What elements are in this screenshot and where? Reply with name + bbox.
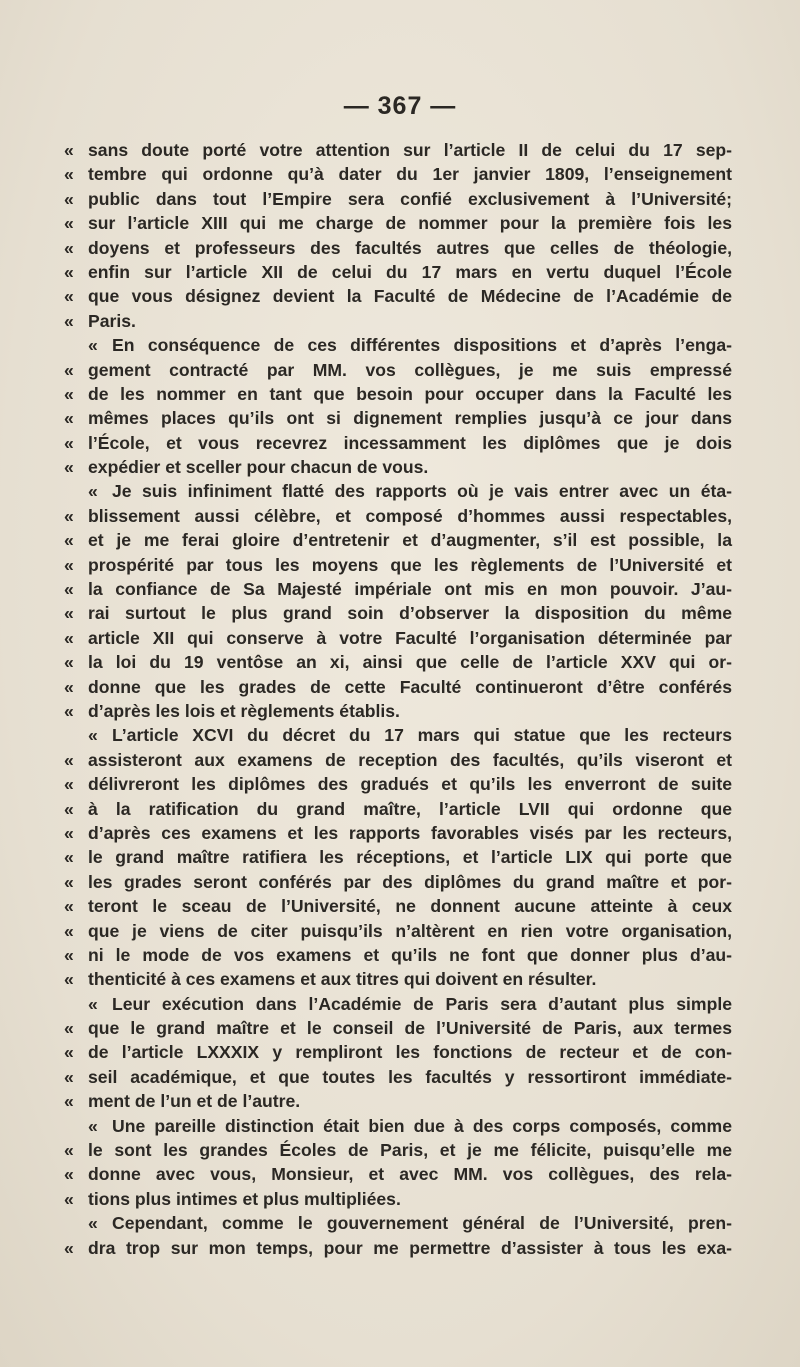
quote-mark: « xyxy=(64,457,74,478)
line-text: de les nommer en tant que besoin pour occuper dans la Faculté les xyxy=(88,383,732,404)
line-text: seil académique, et que toutes les facultés y ressortiront immédiate- xyxy=(88,1066,732,1087)
quote-mark: « xyxy=(64,1066,74,1087)
quote-mark: « xyxy=(64,1018,74,1039)
line-text: de l’article LXXXIX y rempliront les fonctions de recteur et de con- xyxy=(88,1042,732,1063)
line-text: teront le sceau de l’Université, ne donnent aucune atteinte à ceux xyxy=(88,896,732,917)
text-line xyxy=(64,479,732,503)
line-text: ni le mode de vos examens et qu’ils ne font que donner plus d’au- xyxy=(88,944,732,965)
quote-mark: « xyxy=(64,798,74,819)
text-line xyxy=(64,504,732,528)
text-line xyxy=(64,845,732,869)
quote-mark: « xyxy=(64,383,74,404)
text-line xyxy=(64,650,732,674)
quote-mark: « xyxy=(64,1140,74,1161)
line-text: article XII qui conserve à votre Faculté l’organisation déterminée par xyxy=(88,627,732,648)
quote-mark: « xyxy=(64,140,74,160)
text-line xyxy=(64,528,732,552)
quote-mark: « xyxy=(64,554,74,575)
text-line xyxy=(64,187,732,211)
text-line xyxy=(64,1040,732,1064)
line-text: Une pareille distinction était bien due à des corps composés, comme xyxy=(112,1115,732,1136)
text-line xyxy=(64,894,732,918)
quote-mark: « xyxy=(64,164,74,185)
text-line xyxy=(64,748,732,772)
quote-mark: « xyxy=(88,1115,98,1136)
text-line xyxy=(64,626,732,650)
text-line xyxy=(64,455,732,479)
quote-mark: « xyxy=(64,505,74,526)
text-line xyxy=(64,309,732,333)
text-line xyxy=(64,406,732,430)
text-line xyxy=(64,1016,732,1040)
quote-mark: « xyxy=(88,725,98,746)
line-text: prospérité par tous les moyens que les règlements de l’Université et xyxy=(88,554,732,575)
quote-mark: « xyxy=(64,286,74,307)
text-line xyxy=(64,675,732,699)
line-text: et je me ferai gloire d’entretenir et d’augmenter, s’il est possible, la xyxy=(88,530,732,551)
line-text: blissement aussi célèbre, et composé d’hommes aussi respectables, xyxy=(88,505,732,526)
text-line xyxy=(64,1187,732,1211)
line-text: doyens et professeurs des facultés autres que celles de théologie, xyxy=(88,237,732,258)
line-text: d’après les lois et règlements établis. xyxy=(88,700,400,721)
line-text: enfin sur l’article XII de celui du 17 mars en vertu duquel l’École xyxy=(88,261,732,282)
quote-mark: « xyxy=(64,774,74,795)
quote-mark: « xyxy=(64,822,74,843)
text-line xyxy=(64,260,732,284)
text-line xyxy=(64,699,732,723)
quote-mark: « xyxy=(64,1237,74,1258)
quote-mark: « xyxy=(64,237,74,258)
quote-mark: « xyxy=(64,579,74,600)
text-line xyxy=(64,601,732,625)
quote-mark: « xyxy=(64,652,74,673)
quote-mark: « xyxy=(64,676,74,697)
line-text: l’École, et vous recevrez incessamment les diplômes que je dois xyxy=(88,432,732,453)
text-line xyxy=(64,284,732,308)
line-text: Je suis infiniment flatté des rapports où je vais entrer avec un éta- xyxy=(112,481,732,502)
line-text: la loi du 19 ventôse an xi, ainsi que celle de l’article XXV qui or- xyxy=(88,652,732,673)
quote-mark: « xyxy=(64,749,74,770)
quote-mark: « xyxy=(64,310,74,331)
text-line xyxy=(64,577,732,601)
text-line xyxy=(64,772,732,796)
line-text: à la ratification du grand maître, l’article LVII qui ordonne que xyxy=(88,798,732,819)
text-line xyxy=(64,943,732,967)
line-text: L’article XCVI du décret du 17 mars qui statue que les recteurs xyxy=(112,725,732,746)
text-line xyxy=(64,870,732,894)
quote-mark: « xyxy=(64,1188,74,1209)
quote-mark: « xyxy=(64,188,74,209)
quote-mark: « xyxy=(64,1091,74,1112)
quote-mark: « xyxy=(88,1213,98,1234)
text-line xyxy=(64,821,732,845)
text-line xyxy=(64,382,732,406)
line-text: thenticité à ces examens et aux titres qui doivent en résulter. xyxy=(88,969,597,990)
line-text: la confiance de Sa Majesté impériale ont mis en mon pouvoir. J’au- xyxy=(88,579,732,600)
quote-mark: « xyxy=(64,847,74,868)
line-text: Paris. xyxy=(88,310,136,331)
quote-mark: « xyxy=(64,969,74,990)
line-text: mêmes places qu’ils ont si dignement remplies jusqu’à ce jour dans xyxy=(88,408,732,429)
line-text: les grades seront conférés par des diplômes du grand maître et por- xyxy=(88,871,732,892)
text-line xyxy=(64,1065,732,1089)
line-text: tembre qui ordonne qu’à dater du 1er janvier 1809, l’enseignement xyxy=(88,164,732,185)
quote-mark: « xyxy=(64,1042,74,1063)
text-line xyxy=(64,723,732,747)
line-text: donne que les grades de cette Faculté continueront d’être conférés xyxy=(88,676,732,697)
line-text: tions plus intimes et plus multipliées. xyxy=(88,1188,401,1209)
text-line xyxy=(64,919,732,943)
quote-mark: « xyxy=(64,408,74,429)
line-text: public dans tout l’Empire sera confié exclusivement à l’Université; xyxy=(88,188,732,209)
line-text: En conséquence de ces différentes dispositions et d’après l’enga- xyxy=(112,335,732,356)
line-text: ment de l’un et de l’autre. xyxy=(88,1091,301,1112)
quote-mark: « xyxy=(64,603,74,624)
body-text xyxy=(64,138,732,1260)
line-text: sans doute porté votre attention sur l’article II de celui du 17 sep- xyxy=(88,140,732,160)
text-line xyxy=(64,236,732,260)
line-text: que le grand maître et le conseil de l’Université de Paris, aux termes xyxy=(88,1018,732,1039)
text-line xyxy=(64,358,732,382)
text-line xyxy=(64,1236,732,1260)
quote-mark: « xyxy=(64,359,74,380)
text-line xyxy=(64,1114,732,1138)
text-line xyxy=(64,138,732,162)
quote-mark: « xyxy=(64,944,74,965)
text-line xyxy=(64,211,732,235)
line-text: d’après ces examens et les rapports favorables visés par les recteurs, xyxy=(88,822,732,843)
quote-mark: « xyxy=(64,871,74,892)
quote-mark: « xyxy=(88,993,98,1014)
text-line xyxy=(64,333,732,357)
text-line xyxy=(64,992,732,1016)
text-line xyxy=(64,553,732,577)
quote-mark: « xyxy=(64,432,74,453)
quote-mark: « xyxy=(88,335,98,356)
line-text: donne avec vous, Monsieur, et avec MM. vos collègues, des rela- xyxy=(88,1164,732,1185)
text-line xyxy=(64,162,732,186)
line-text: rai surtout le plus grand soin d’observer la disposition du même xyxy=(88,603,732,624)
text-line xyxy=(64,1162,732,1186)
text-line xyxy=(64,1089,732,1113)
text-line xyxy=(64,1138,732,1162)
line-text: gement contracté par MM. vos collègues, je me suis empressé xyxy=(88,359,732,380)
line-text: sur l’article XIII qui me charge de nommer pour la première fois les xyxy=(88,213,732,234)
line-text: le sont les grandes Écoles de Paris, et je me félicite, puisqu’elle me xyxy=(88,1140,732,1161)
text-line xyxy=(64,967,732,991)
line-text: Leur exécution dans l’Académie de Paris sera d’autant plus simple xyxy=(112,993,732,1014)
quote-mark: « xyxy=(64,627,74,648)
quote-mark: « xyxy=(64,530,74,551)
line-text: dra trop sur mon temps, pour me permettre d’assister à tous les exa- xyxy=(88,1237,732,1258)
line-text: que je viens de citer puisqu’ils n’altèrent en rien votre organisation, xyxy=(88,920,732,941)
line-text: délivreront les diplômes des gradués et qu’ils les enverront de suite xyxy=(88,774,732,795)
quote-mark: « xyxy=(64,896,74,917)
line-text: que vous désignez devient la Faculté de Médecine de l’Académie de xyxy=(88,286,732,307)
text-line xyxy=(64,797,732,821)
quote-mark: « xyxy=(64,700,74,721)
line-text: le grand maître ratifiera les réceptions, et l’article LIX qui porte que xyxy=(88,847,732,868)
quote-mark: « xyxy=(88,481,98,502)
line-text: expédier et sceller pour chacun de vous. xyxy=(88,457,429,478)
text-line xyxy=(64,431,732,455)
text-line xyxy=(64,1211,732,1235)
quote-mark: « xyxy=(64,261,74,282)
page-number: — 367 — xyxy=(343,92,457,120)
line-text: assisteront aux examens de reception des facultés, qu’ils viseront et xyxy=(88,749,732,770)
quote-mark: « xyxy=(64,1164,74,1185)
quote-mark: « xyxy=(64,920,74,941)
quote-mark: « xyxy=(64,213,74,234)
line-text: Cependant, comme le gouvernement général de l’Université, pren- xyxy=(112,1213,732,1234)
